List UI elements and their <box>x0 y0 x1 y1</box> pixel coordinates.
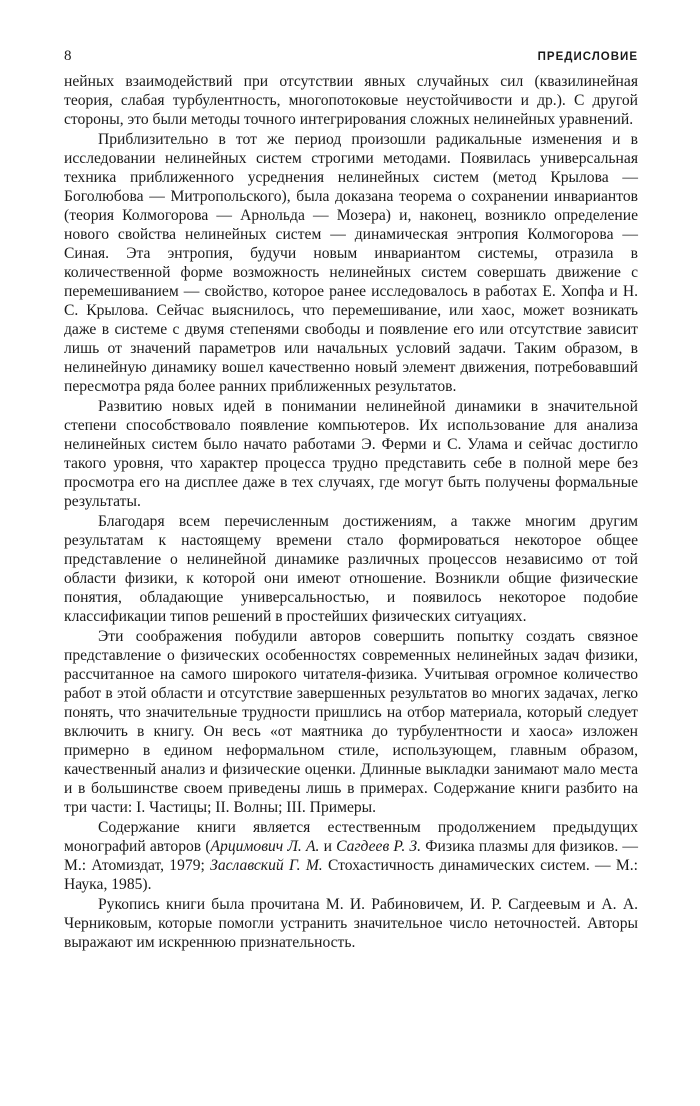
ref-text-3: Физика плазмы для физиков. — М.: Атомиздат, 1979; <box>64 838 638 874</box>
paragraph-achievements: Благодаря всем перечисленным достижениям, а также многим другим результатам к настоящему времени стало формироваться некоторое общее представление о нелинейной динамике различных процессов независимо от той области физики, к которой они имеют отношение. Возникли общие физические понятия, обладающие универсальностью, и появилось некоторое подобие классификации типов решений в простейших физических ситуациях. <box>64 513 638 625</box>
paragraph-nonlinear-methods: Приблизительно в тот же период произошли радикальные изменения и в исследовании нелинейных систем строгими методами. Появилась универсальная техника приближенного усреднения нелинейных систем (метод Крылова — Боголюбова — Митропольского), была доказана теорема о сохранении инвариантов (теория Колмогорова — Арнольда — Мозера) и, наконец, возникло определение нового свойства нелинейных систем — динамическая энтропия Колмогорова — Синая. Эта энтропия, будучи новым инвариантом системы, отразила в количественной форме возможность нелинейных систем совершать движение с перемешиванием — свойство, которое ранее исследовалось в работах Е. Хопфа и Н. С. Крылова. Сейчас выяснилось, что перемешивание, или хаос, может возникать даже в системе с двумя степенями свободы и появление его или отсутствие зависит лишь от значений параметров или начальных условий задачи. Таким образом, в нелинейную динамику вошел качественно новый элемент движения, потребовавший пересмотра ряда более ранних приближенных результатов. <box>64 131 638 395</box>
paragraph-computers: Развитию новых идей в понимании нелинейной динамики в значительной степени способствовало появление компьютеров. Их использование для анализа нелинейных систем было начато работами Э. Ферми и С. Улама и сейчас достигло такого уровня, что характер процесса трудно представить себе в полной мере без просмотра его на дисплее даже в тех случаях, где могут быть получены формальные результаты. <box>64 398 638 510</box>
paragraph-references <box>64 818 638 894</box>
ref-author-3: Заславский Г. М. <box>210 857 323 874</box>
page-number: 8 <box>64 48 72 64</box>
ref-author-1: Арцимович Л. А. <box>210 838 320 855</box>
ref-text-4: Стохастичность динамических систем. — М.: Наука, 1985). <box>64 857 638 893</box>
ref-text-1: Содержание книги является естественным продолжением предыдущих монографий авторов ( <box>64 819 638 855</box>
section-title: ПРЕДИСЛОВИЕ <box>537 51 638 63</box>
body-text <box>64 72 638 952</box>
ref-text-2: и <box>319 838 337 855</box>
book-page <box>64 48 638 952</box>
ref-author-2: Сагдеев Р. З. <box>336 838 422 855</box>
running-head <box>64 48 638 72</box>
paragraph-acknowledgements: Рукопись книги была прочитана М. И. Рабиновичем, И. Р. Сагдеевым и А. А. Черниковым, которые помогли устранить значительное число неточностей. Авторы выражают им искреннюю признательность. <box>64 896 638 951</box>
paragraph-book-scope: Эти соображения побудили авторов совершить попытку создать связное представление о физических особенностях современных нелинейных задач физики, рассчитанное на самого широкого читателя-физика. Учитывая огромное количество работ в этой области и отсутствие завершенных результатов во многих задачах, легко понять, что значительные трудности пришлись на отбор материала, который следует включить в книгу. Он весь «от маятника до турбулентности и хаоса» изложен примерно в едином неформальном стиле, использующем, главным образом, качественный анализ и физические оценки. Длинные выкладки занимают мало места и в большинстве своем приведены лишь в примерах. Содержание книги разбито на три части: I. Частицы; II. Волны; III. Примеры. <box>64 628 638 816</box>
paragraph-continuation: нейных взаимодействий при отсутствии явных случайных сил (квазилинейная теория, слабая турбулентность, многопотоковые неустойчивости и др.). С другой стороны, это были методы точного интегрирования сложных нелинейных уравнений. <box>64 73 638 128</box>
